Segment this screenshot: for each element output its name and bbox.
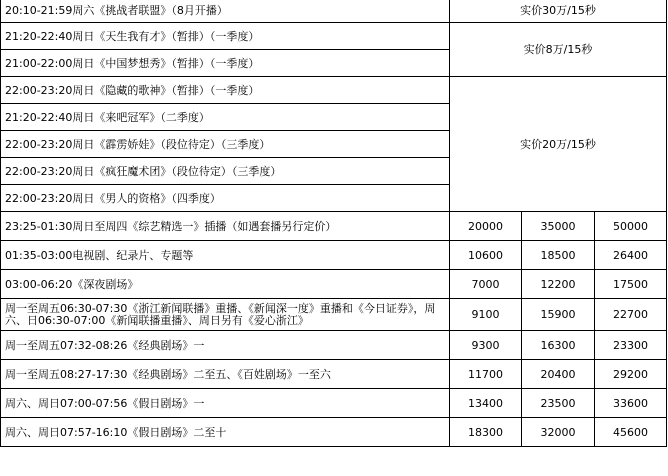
rate-cell: 22700	[595, 299, 667, 331]
program-cell: 22:00-23:20周日《疯狂魔术团》（段位待定）（三季度）	[1, 158, 450, 185]
rate-cell: 26400	[595, 241, 667, 270]
program-cell: 周一至周五07:32-08:26《经典剧场》一	[1, 331, 450, 360]
table-row	[1, 360, 667, 389]
program-cell: 周六、周日07:57-16:10《假日剧场》二至十	[1, 418, 450, 447]
rate-cell: 17500	[595, 270, 667, 299]
rate-cell: 20400	[522, 360, 595, 389]
program-cell: 周一至周五08:27-17:30《经典剧场》二至五、《百姓剧场》一至六	[1, 360, 450, 389]
program-cell: 23:25-01:30周日至周四《综艺精选一》插播（如遇套播另行定价）	[1, 212, 450, 241]
rate-cell: 16300	[522, 331, 595, 360]
rate-cell: 18300	[450, 418, 522, 447]
table-row	[1, 270, 667, 299]
program-cell: 03:00-06:20《深夜剧场》	[1, 270, 450, 299]
table-row	[1, 389, 667, 418]
program-cell: 20:10-21:59周六《挑战者联盟》（8月开播）	[1, 0, 450, 23]
rate-cell: 11700	[450, 360, 522, 389]
price-cell: 实价30万/15秒	[450, 0, 667, 23]
rate-cell: 29200	[595, 360, 667, 389]
program-cell: 22:00-23:20周日《男人的资格》（四季度）	[1, 185, 450, 212]
table-row	[1, 77, 667, 104]
rate-cell: 33600	[595, 389, 667, 418]
price-cell: 实价20万/15秒	[450, 77, 667, 212]
table-row	[1, 212, 667, 241]
rate-cell: 18500	[522, 241, 595, 270]
table-row	[1, 299, 667, 331]
table-row	[1, 0, 667, 23]
rate-cell: 12200	[522, 270, 595, 299]
price-cell: 实价8万/15秒	[450, 23, 667, 77]
table-row	[1, 418, 667, 447]
rate-cell: 9300	[450, 331, 522, 360]
rate-cell: 20000	[450, 212, 522, 241]
table-row	[1, 241, 667, 270]
program-cell: 22:00-23:20周日《霹雳娇娃》（段位待定）（三季度）	[1, 131, 450, 158]
rate-cell: 23500	[522, 389, 595, 418]
table-row	[1, 331, 667, 360]
program-cell: 周一至周五06:30-07:30《浙江新闻联播》重播、《新闻深一度》重播和《今日证券》，周六、日06:30-07:00《新闻联播重播》、周日另有《爱心浙江》	[1, 299, 450, 331]
table-row	[1, 23, 667, 50]
rate-cell: 32000	[522, 418, 595, 447]
program-cell: 周六、周日07:00-07:56《假日剧场》一	[1, 389, 450, 418]
rate-cell: 35000	[522, 212, 595, 241]
rate-cell: 9100	[450, 299, 522, 331]
rate-cell: 23300	[595, 331, 667, 360]
program-cell: 21:00-22:00周日《中国梦想秀》（暂排）（一季度）	[1, 50, 450, 77]
program-cell: 01:35-03:00电视剧、纪录片、专题等	[1, 241, 450, 270]
rate-cell: 45600	[595, 418, 667, 447]
program-cell: 21:20-22:40周日《来吧冠军》（二季度）	[1, 104, 450, 131]
rate-cell: 7000	[450, 270, 522, 299]
rate-cell: 13400	[450, 389, 522, 418]
program-cell: 22:00-23:20周日《隐藏的歌神》（暂排）（一季度）	[1, 77, 450, 104]
program-cell: 21:20-22:40周日《天生我有才》（暂排）（一季度）	[1, 23, 450, 50]
rate-cell: 15900	[522, 299, 595, 331]
rate-cell: 50000	[595, 212, 667, 241]
rate-cell: 10600	[450, 241, 522, 270]
